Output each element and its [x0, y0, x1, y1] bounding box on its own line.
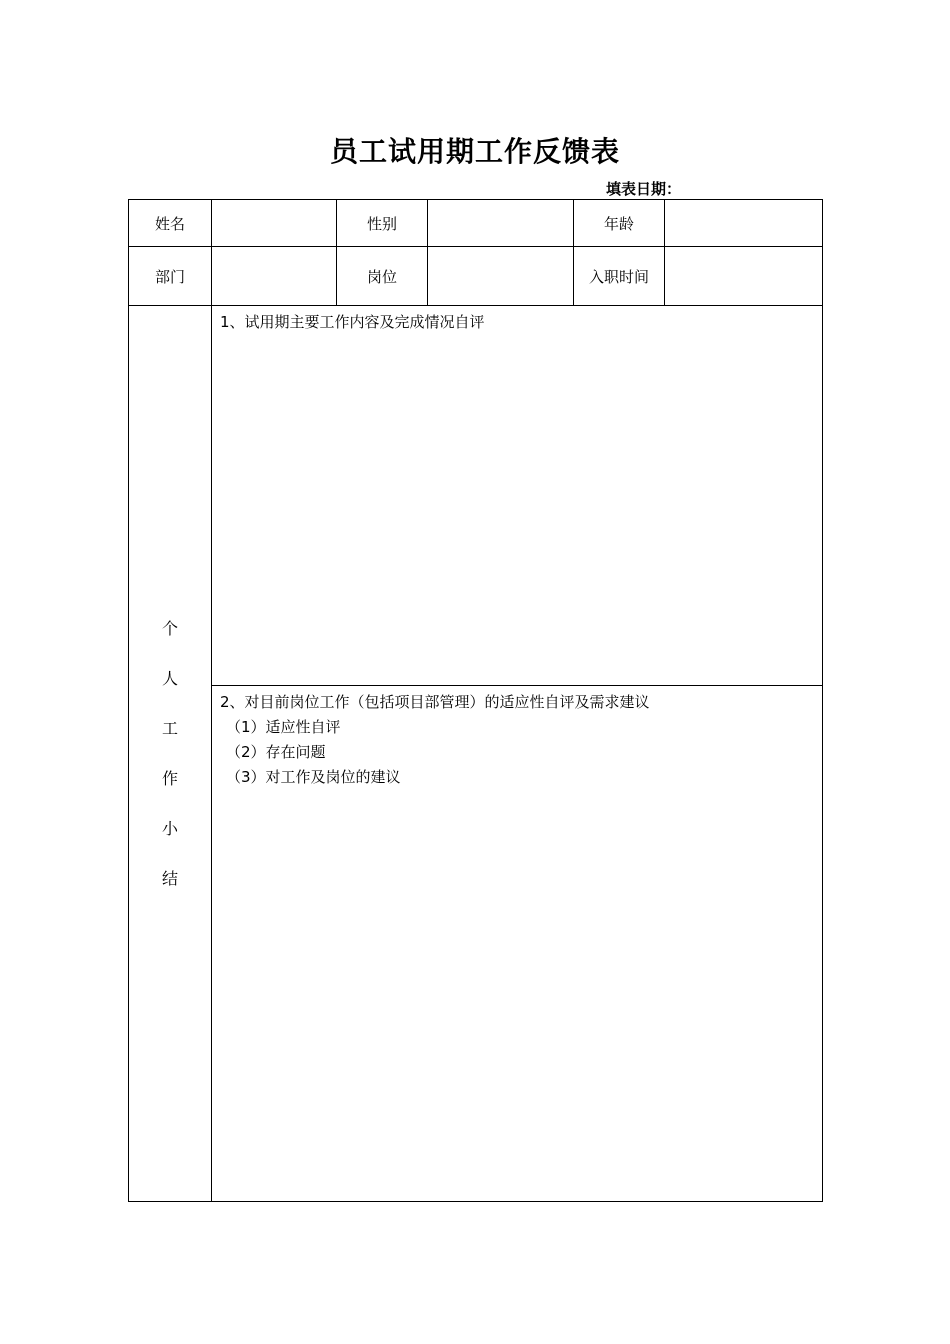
fill-date-label: 填表日期： — [606, 180, 682, 198]
position-field[interactable] — [428, 247, 574, 306]
side-label-char: 个 — [161, 618, 178, 638]
section-2-item-suggestions: （3）对工作及岗位的建议 — [226, 768, 401, 786]
gender-label: 性别 — [337, 200, 428, 247]
section-2-heading: 2、对目前岗位工作（包括项目部管理）的适应性自评及需求建议 — [220, 693, 650, 711]
form-row-basic-info — [129, 200, 823, 247]
personal-summary-side-label — [129, 306, 212, 1202]
name-label: 姓名 — [129, 200, 212, 247]
age-label: 年龄 — [574, 200, 665, 247]
side-label-char: 作 — [161, 768, 178, 788]
position-label: 岗位 — [337, 247, 428, 306]
side-label-char: 工 — [161, 718, 178, 738]
hire-date-label: 入职时间 — [574, 247, 665, 306]
work-self-evaluation-area[interactable] — [212, 306, 823, 686]
summary-section-1-row — [129, 306, 823, 686]
gender-field[interactable] — [428, 200, 574, 247]
name-field[interactable] — [212, 200, 337, 247]
side-label-char: 小 — [161, 818, 178, 838]
section-1-heading: 1、试用期主要工作内容及完成情况自评 — [220, 313, 485, 331]
age-field[interactable] — [665, 200, 823, 247]
department-label: 部门 — [129, 247, 212, 306]
adaptability-evaluation-area[interactable] — [212, 686, 823, 1202]
hire-date-field[interactable] — [665, 247, 823, 306]
side-label-char: 人 — [161, 668, 178, 688]
summary-section-2-row — [129, 686, 823, 1202]
department-field[interactable] — [212, 247, 337, 306]
form-row-job-info — [129, 247, 823, 306]
feedback-form-table — [128, 199, 823, 1202]
page-title: 员工试用期工作反馈表 — [329, 135, 620, 168]
side-label-char: 结 — [161, 868, 178, 888]
section-2-item-problems: （2）存在问题 — [226, 743, 326, 761]
section-2-item-adaptability: （1）适应性自评 — [226, 718, 341, 736]
